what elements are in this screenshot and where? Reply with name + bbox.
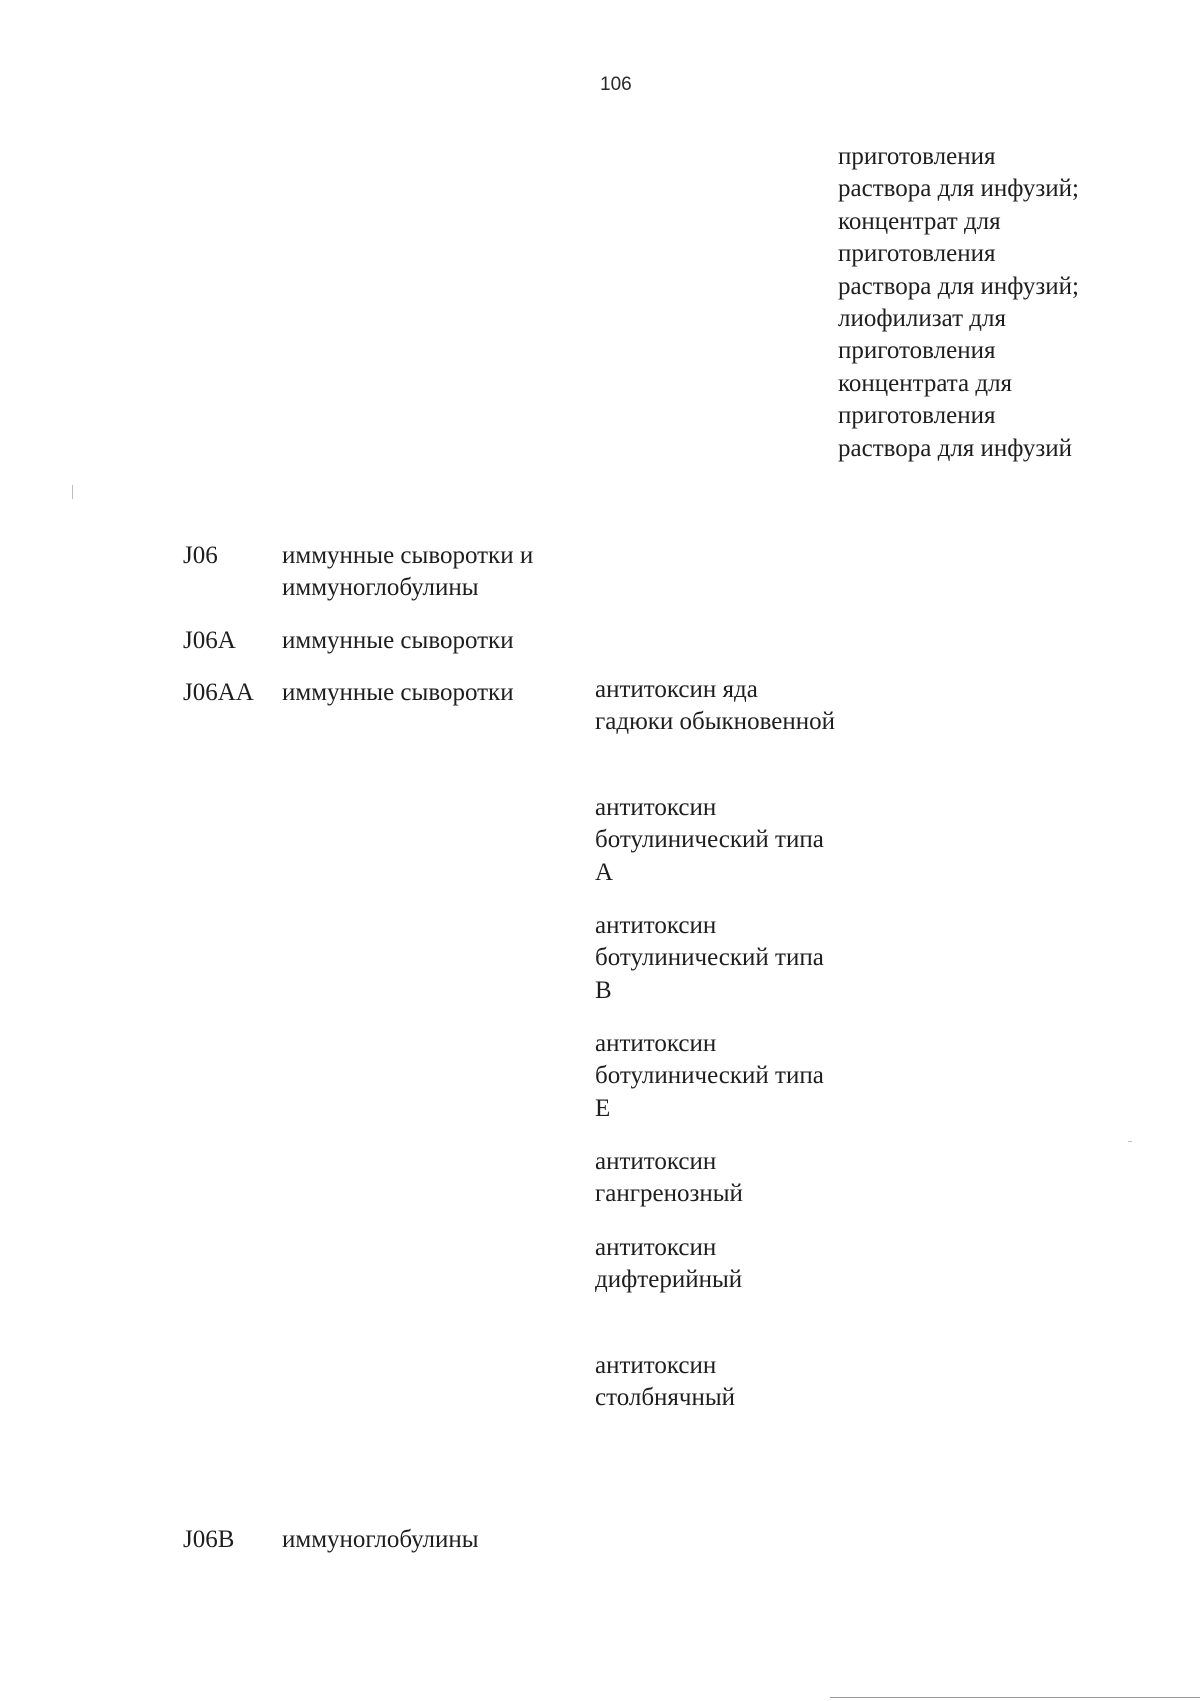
list-item: антитоксин ботулинический типа А — [595, 794, 824, 886]
list-item: антитоксин столбнячный — [595, 1352, 736, 1412]
atc-code: J06 — [183, 542, 218, 569]
atc-code: J06A — [183, 627, 236, 654]
dosage-forms-continuation: приготовления раствора для инфузий; концентрат для приготовления раствора для инфузий; лиофилизат для приготовления концентрата для приготовления раствора для инфузий — [838, 143, 1079, 462]
atc-group-name: иммунные сыворотки — [282, 679, 514, 706]
list-item: антитоксин ботулинический типа В — [595, 912, 824, 1004]
atc-code: J06AA — [183, 679, 254, 706]
atc-group-name: иммунные сыворотки и иммуноглобулины — [282, 542, 534, 602]
bottom-rule — [830, 1697, 1200, 1698]
atc-code: J06B — [183, 1526, 235, 1553]
atc-group-name: иммунные сыворотки — [282, 627, 514, 654]
list-item: антитоксин дифтерийный — [595, 1234, 743, 1294]
atc-group-name: иммуноглобулины — [282, 1526, 479, 1553]
scan-mark — [72, 485, 73, 499]
list-item: антитоксин ботулинический типа Е — [595, 1030, 824, 1122]
scan-mark — [1128, 1141, 1132, 1142]
page-number: 106 — [600, 74, 632, 95]
list-item: антитоксин гангренозный — [595, 1148, 743, 1208]
list-item: антитоксин яда гадюки обыкновенной — [595, 676, 835, 736]
